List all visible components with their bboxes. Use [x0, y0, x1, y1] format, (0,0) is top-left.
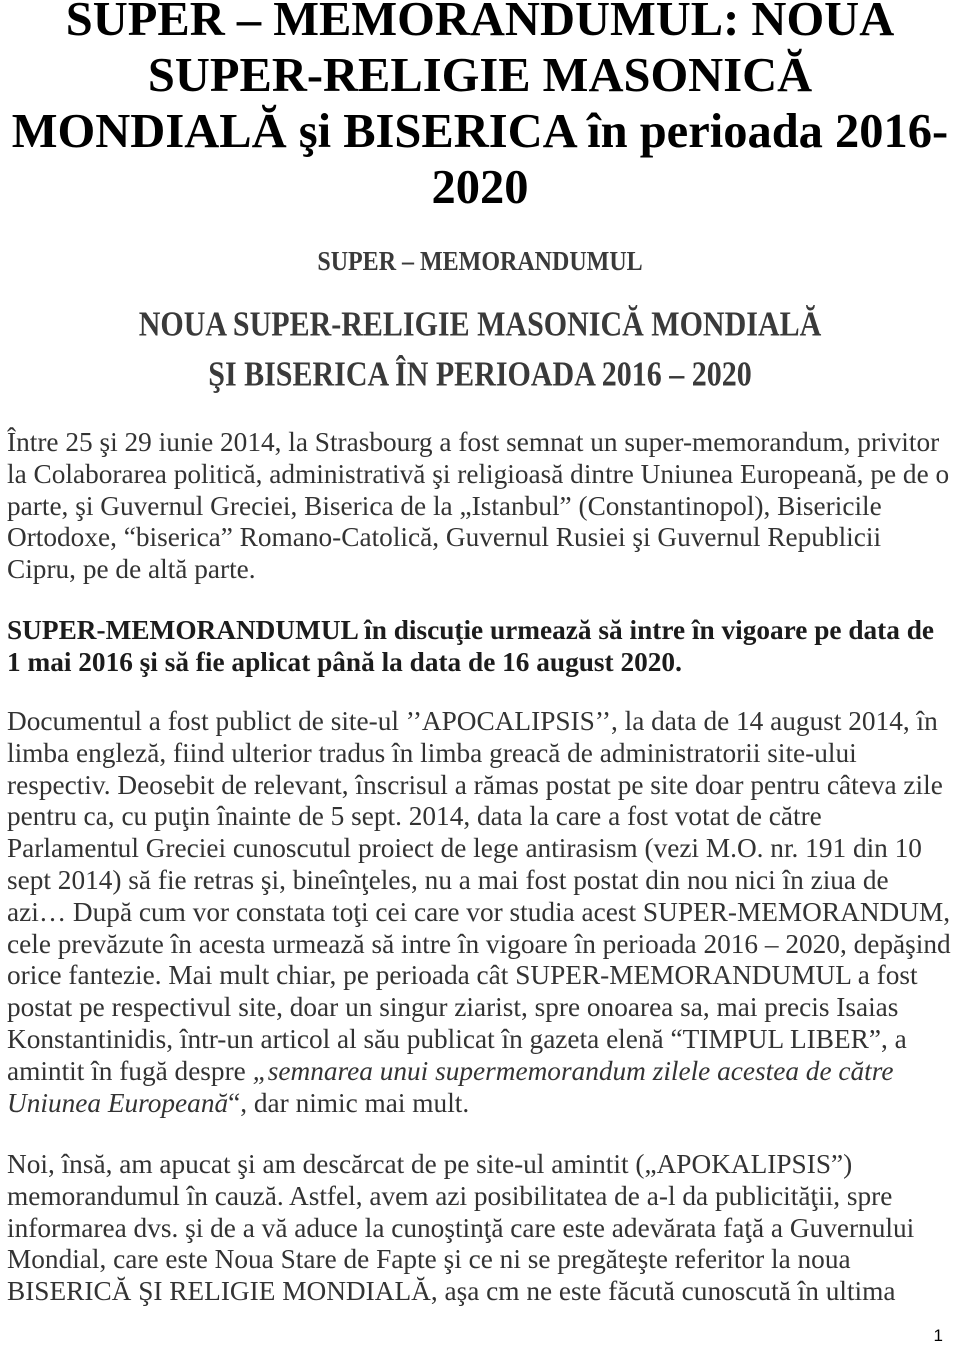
- paragraph-line: Konstantinidis, într-un articol al său publicat în gazeta elenă “TIMPUL LIBER”, a: [7, 1023, 907, 1054]
- paragraph-line: BISERICĂ ŞI RELIGIE MONDIALĂ, aşa cm ne este făcută cunoscută în ultima: [7, 1276, 896, 1307]
- title-line: SUPER-RELIGIE MASONICĂ: [147, 49, 813, 102]
- paragraph-line: limba engleză, fiind ulterior tradus în limba greacă de administratorii site-ului: [7, 737, 857, 768]
- paragraph-line: Documentul a fost publict de site-ul ’’APOCALIPSIS’’, la data de 14 august 2014, în: [7, 706, 938, 736]
- paragraph-line: Parlamentul Greciei cunoscutul proiect de lege antirasism (vezi M.O. nr. 191 din 10: [7, 833, 922, 864]
- paragraph-line: orice fantezie. Mai mult chiar, pe perioada cât SUPER-MEMORANDUMUL a fost: [7, 960, 918, 991]
- paragraph-line: cele prevăzute în acesta urmează să intre în vigoare în perioada 2016 – 2020, depăşind: [7, 928, 951, 959]
- subtitle-text: SUPER – MEMORANDUMUL: [317, 247, 643, 277]
- line-text: amintit în fugă despre: [7, 1055, 253, 1086]
- paragraph-line: la Colaborarea politică, administrativă şi religioasă dintre Uniunea Europeană, pe de o: [7, 458, 950, 489]
- italic-quote: Uniunea Europeană: [7, 1087, 229, 1118]
- paragraph-line: azi… După cum vor constata toţi cei care vor studia acest SUPER-MEMORANDUM,: [7, 896, 951, 927]
- title-line: MONDIALĂ şi BISERICA în perioada 2016-: [11, 105, 949, 158]
- paragraph-line: 1 mai 2016 şi să fie aplicat până la data de 16 august 2020.: [7, 646, 682, 677]
- paragraph-2-bold: [7, 615, 934, 679]
- paragraph-4: [7, 1149, 914, 1308]
- italic-quote: „semnarea unui supermemorandum zilele acestea de către: [252, 1055, 894, 1086]
- paragraph-line: Cipru, pe de altă parte.: [7, 554, 256, 585]
- subtitle: [0, 247, 960, 277]
- heading-line-1: [0, 307, 960, 343]
- title-line: SUPER – MEMORANDUMUL: NOUA: [65, 0, 895, 46]
- paragraph-line: parte, şi Guvernul Greciei, Biserica de la „Istanbul” (Constantinopol), Bisericile: [7, 490, 882, 521]
- paragraph-line: Între 25 şi 29 iunie 2014, la Strasbourg a fost semnat un super-memorandum, privitor: [7, 427, 940, 457]
- line-text: “, dar nimic mai mult.: [228, 1087, 470, 1118]
- paragraph-line: informarea dvs. şi de a vă aduce la cunoştinţă care este adevărata faţă a Guvernului: [7, 1212, 915, 1243]
- paragraph-line: postat pe respectivul site, doar un singur ziarist, spre onoarea sa, mai precis Isaias: [7, 992, 899, 1023]
- paragraph-line: Ortodoxe, “biserica” Romano-Catolică, Guvernul Rusiei şi Guvernul Republicii: [7, 522, 882, 553]
- paragraph-line: [7, 1088, 951, 1120]
- paragraph-line: memorandumul în cauză. Astfel, avem azi posibilitatea de a-l da publicităţii, spre: [7, 1180, 893, 1211]
- paragraph-line: Noi, însă, am apucat şi am descărcat de pe site-ul amintit („APOKALIPSIS”): [7, 1149, 853, 1179]
- heading-text: NOUA SUPER-RELIGIE MASONICĂ MONDIALĂ: [138, 305, 822, 344]
- heading-line-2: [0, 357, 960, 393]
- paragraph-1: [7, 427, 949, 586]
- title-line: 2020: [431, 161, 529, 214]
- paragraph-line: sept 2014) să fie retras şi, bineînţeles, nu a mai fost postat din nou nici în ziua de: [7, 864, 889, 895]
- page-number: 1: [933, 1326, 943, 1345]
- document-title: [0, 0, 960, 216]
- heading-text: ŞI BISERICA ÎN PERIOADA 2016 – 2020: [208, 355, 752, 394]
- paragraph-line: pentru ca, cu puţin înainte de 5 sept. 2014, data la care a fost votat de către: [7, 801, 822, 832]
- paragraph-line: respectiv. Deosebit de relevant, înscrisul a rămas postat pe site doar pentru câteva zile: [7, 769, 943, 800]
- paragraph-line: [7, 1056, 951, 1088]
- paragraph-3: [7, 706, 951, 1119]
- paragraph-line: Mondial, care este Noua Stare de Fapte şi ce ni se pregăteşte referitor la noua: [7, 1244, 851, 1275]
- paragraph-line: SUPER-MEMORANDUMUL în discuţie urmează să intre în vigoare pe data de: [7, 615, 935, 645]
